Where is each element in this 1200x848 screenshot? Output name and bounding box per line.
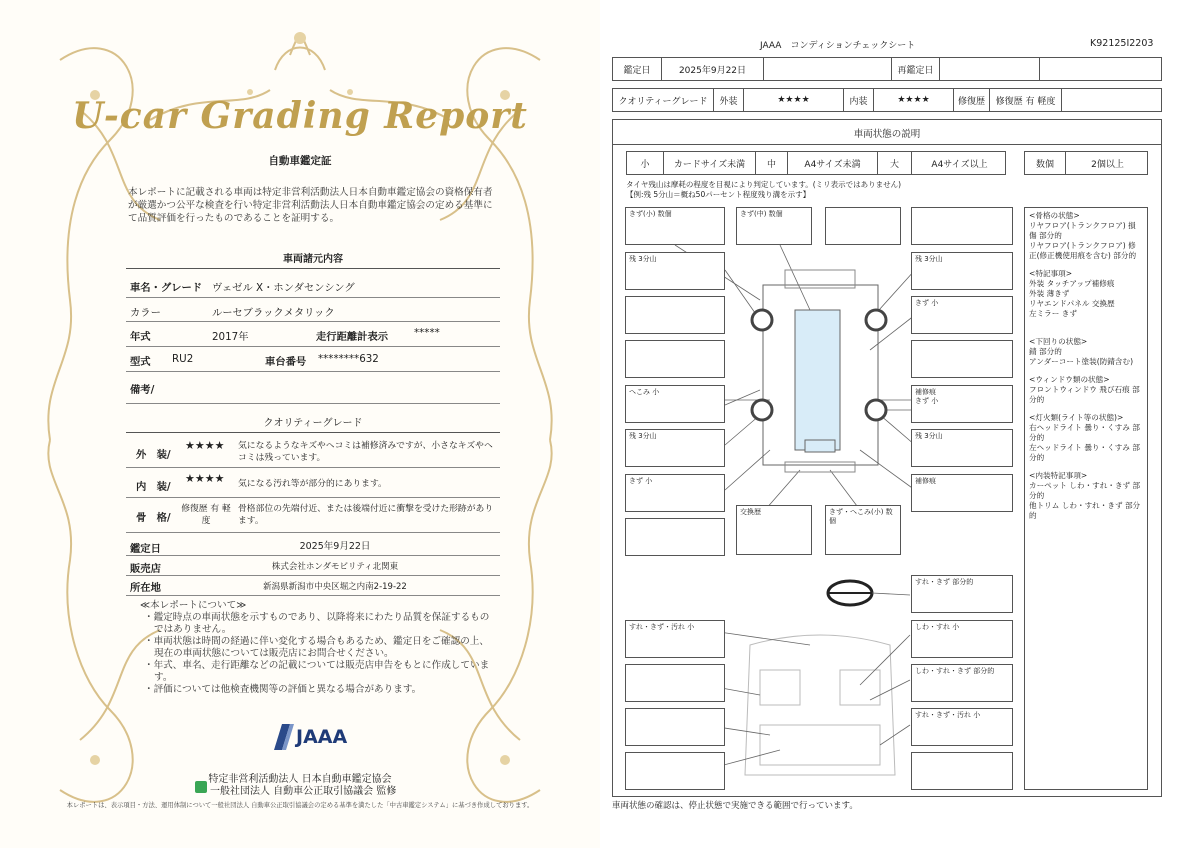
name-label: 車名・グレード [130, 282, 203, 294]
redate-label: 再鑑定日 [891, 58, 939, 80]
note-heading: <内装特記事項> [1029, 471, 1088, 480]
damage-box: しわ・すれ 小 [911, 620, 1013, 658]
color-value: ルーセブラックメタリック [212, 307, 335, 319]
color-label: カラー [130, 307, 161, 319]
damage-box: きず 小 [625, 474, 725, 512]
damage-box [625, 340, 725, 378]
damage-box: 残 3分山 [625, 429, 725, 467]
tire-note: タイヤ残山は摩耗の程度を目視により判定しています。(ミリ表示ではありません) [626, 180, 902, 189]
note-line: 錆 部分的 [1029, 347, 1062, 356]
date-value: 2025年9月22日 [299, 541, 371, 552]
size-mid-desc: A4サイズ未満 [787, 152, 877, 174]
divider [126, 575, 500, 576]
exterior-label: 外 装/ [136, 449, 171, 461]
size-mid: 中 [755, 152, 787, 174]
certificate-subtitle: 自動車鑑定証 [268, 155, 332, 167]
chassis-value: ********632 [318, 353, 379, 365]
sheet-code: K92125I2203 [1090, 38, 1154, 49]
grade-heading: クオリティーグレード [263, 418, 363, 429]
date-value: 2025年9月22日 [661, 58, 763, 80]
damage-text: きず 小 [915, 397, 939, 405]
divider [612, 144, 1162, 145]
size-large-desc: A4サイズ以上 [911, 152, 1007, 174]
spec-heading: 車両諸元内容 [283, 254, 343, 265]
interior-stars: ★★★★ [873, 89, 953, 111]
report-title: U-car Grading Report [72, 95, 528, 137]
note-line: カーペット しわ・すれ・きず 部分的 [1029, 481, 1141, 500]
damage-box: 補修痕 [911, 474, 1013, 512]
empty-cell [763, 58, 891, 80]
mileage-value: ***** [414, 327, 440, 339]
frame-text: 骨格部位の先端付近、または後端付近に衝撃を受けた形跡があります。 [238, 504, 494, 526]
divider [126, 555, 500, 556]
report-notes [140, 600, 495, 696]
note-line: フロントウィンドウ 飛び石痕 部分的 [1029, 385, 1140, 404]
note-heading: <骨格の状態> [1029, 211, 1080, 220]
remarks-label: 備考/ [130, 384, 155, 396]
empty-cell [1039, 58, 1163, 80]
damage-box [911, 207, 1013, 245]
damage-box: きず(中) 数個 [736, 207, 812, 245]
model-label: 型式 [130, 356, 151, 368]
exterior-stars: ★★★★ [743, 89, 843, 111]
sheet-title: JAAA コンディションチェックシート [760, 41, 916, 51]
damage-box [825, 207, 901, 245]
damage-box: きず・へこみ(小) 数個 [825, 505, 901, 555]
council-mark-icon [195, 781, 207, 793]
damage-box [911, 385, 1013, 423]
damage-box: 交換歴 [736, 505, 812, 555]
note-line: リヤフロア(トランクフロア) 損傷 部分的 [1029, 221, 1136, 240]
note-item: ・年式、車名、走行距離などの記載については販売店申告をもとに作成しています。 [144, 660, 490, 683]
dealer-label: 販売店 [130, 563, 161, 575]
history-value: 修復歴 有 軽度 [989, 89, 1061, 111]
date-label: 鑑定日 [623, 65, 651, 76]
damage-box [625, 708, 725, 746]
damage-box: 残 3分山 [911, 429, 1013, 467]
damage-text: 補修痕 [915, 388, 936, 396]
year-value: 2017年 [212, 331, 249, 343]
damage-box: すれ・きず 部分的 [911, 575, 1013, 613]
damage-box: きず(小) 数個 [625, 207, 725, 245]
note-line: リヤフロア(トランクフロア) 修正(修正機使用痕を含む) 部分的 [1029, 241, 1137, 260]
dealer-value: 株式会社ホンダモビリティ北関東 [271, 562, 399, 572]
note-line: アンダーコート塗装(防錆含む) [1029, 357, 1134, 366]
divider [126, 371, 500, 372]
damage-box: しわ・すれ・きず 部分的 [911, 664, 1013, 702]
grade-row [612, 88, 1162, 112]
interior-text: 気になる汚れ等が部分的にあります。 [238, 479, 387, 489]
damage-box [625, 518, 725, 556]
condition-check-sheet [600, 0, 1200, 848]
note-line: 左ミラー きず [1029, 309, 1077, 318]
note-item: ・車両状態は時間の経過に伴い変化する場合もあるため、鑑定日をご確認の上、現在の車両状態については販売店にお問合せください。 [144, 636, 489, 659]
divider [126, 595, 500, 596]
divider [126, 497, 500, 498]
frame-value: 修復歴 有 軽度 [181, 504, 231, 526]
damage-box [625, 296, 725, 334]
divider [126, 297, 500, 298]
divider [126, 432, 500, 433]
size-small-desc: カードサイズ未満 [663, 152, 755, 174]
jaaa-logo-text: JAAA [296, 726, 348, 748]
mileage-label: 走行距離計表示 [316, 331, 389, 343]
history-label: 修復歴 [953, 89, 989, 111]
notes-heading: ≪本レポートについて≫ [140, 600, 247, 611]
damage-box [911, 340, 1013, 378]
divider [126, 467, 500, 468]
certificate-footer: 本レポートは、表示項目・方法、運用体制について一般社団法人 自動車公正取引協議会の定める基準を満たした「中古車鑑定システム」に基づき作成しております。 [66, 802, 534, 809]
damage-box: 残 3分山 [911, 252, 1013, 290]
divider [126, 321, 500, 322]
jaaa-logo-mark [272, 722, 294, 752]
damage-box: へこみ 小 [625, 385, 725, 423]
chassis-label: 車台番号 [265, 356, 307, 368]
note-heading: <特記事項> [1029, 269, 1073, 278]
damage-box: すれ・きず・汚れ 小 [625, 620, 725, 658]
note-heading: <ウィンドウ類の状態> [1029, 375, 1110, 384]
interior-diagram [720, 575, 920, 795]
model-value: RU2 [172, 353, 194, 365]
damage-box [625, 664, 725, 702]
name-value: ヴェゼル X・ホンダセンシング [212, 282, 355, 294]
exterior-label: 外装 [713, 89, 743, 111]
damage-box [625, 752, 725, 790]
empty-cell [1061, 89, 1163, 111]
size-legend [626, 151, 1006, 175]
note-item: ・評価については他検査機関等の評価と異なる場合があります。 [144, 684, 422, 695]
special-notes [1024, 207, 1148, 790]
note-line: リヤエンドパネル 交換歴 [1029, 299, 1115, 308]
count-desc: 2個以上 [1065, 152, 1149, 174]
damage-box: 残 3分山 [625, 252, 725, 290]
year-label: 年式 [130, 331, 151, 343]
size-small: 小 [640, 159, 650, 170]
exterior-text: 気になるようなキズやヘコミは補修済みですが、小さなキズやヘコミは残っています。 [238, 441, 493, 463]
note-heading: <下回りの状態> [1029, 337, 1088, 346]
divider [126, 403, 500, 404]
address-label: 所在地 [130, 582, 161, 594]
certificate-intro: 本レポートに記載される車両は特定非営利活動法人日本自動車鑑定協会の資格保有者が厳選かつ公平な検査を行い特定非営利活動法人日本自動車鑑定協会の定める基準にて品質評価を行ったものであることを証明する。 [128, 187, 493, 224]
note-item: ・鑑定時点の車両状態を示すものであり、以降将来にわたり品質を保証するものではありません。 [144, 612, 490, 635]
frame-label: 骨 格/ [136, 512, 171, 524]
description-heading: 車両状態の説明 [853, 129, 921, 140]
count-label: 数個 [1035, 159, 1054, 170]
grade-label: クオリティーグレード [618, 96, 708, 107]
note-heading: <灯火類(ライト等の状態)> [1029, 413, 1124, 422]
divider [126, 346, 500, 347]
org-name-2: 一般社団法人 自動車公正取引協議会 監修 [210, 786, 397, 797]
interior-stars: ★★★★ [185, 472, 225, 485]
damage-box: きず 小 [911, 296, 1013, 334]
tire-example: 【例:残 5分山＝概ね50パーセント程度残り溝を示す】 [626, 190, 811, 199]
org-name-1: 特定非営利活動法人 日本自動車鑑定協会 [208, 774, 392, 785]
divider [126, 268, 500, 269]
size-large: 大 [877, 152, 911, 174]
damage-box [911, 752, 1013, 790]
divider [126, 532, 500, 533]
address-value: 新潟県新潟市中央区堀之内南2-19-22 [263, 582, 407, 592]
note-line: 他トリム しわ・すれ・きず 部分的 [1029, 501, 1141, 520]
interior-label: 内装 [843, 89, 873, 111]
date-row [612, 57, 1162, 81]
sheet-footer: 車両状態の確認は、停止状態で実施できる範囲で行っています。 [612, 801, 858, 811]
note-line: 左ヘッドライト 曇り・くすみ 部分的 [1029, 443, 1140, 462]
date-label: 鑑定日 [130, 543, 161, 555]
note-line: 外装 タッチアップ補修痕 [1029, 279, 1115, 288]
note-line: 右ヘッドライト 曇り・くすみ 部分的 [1029, 423, 1140, 442]
note-line: 外装 薄きず [1029, 289, 1070, 298]
redate-value [939, 58, 1039, 80]
count-legend [1024, 151, 1148, 175]
exterior-stars: ★★★★ [185, 439, 225, 452]
damage-box: すれ・きず・汚れ 小 [911, 708, 1013, 746]
interior-label: 内 装/ [136, 481, 171, 493]
